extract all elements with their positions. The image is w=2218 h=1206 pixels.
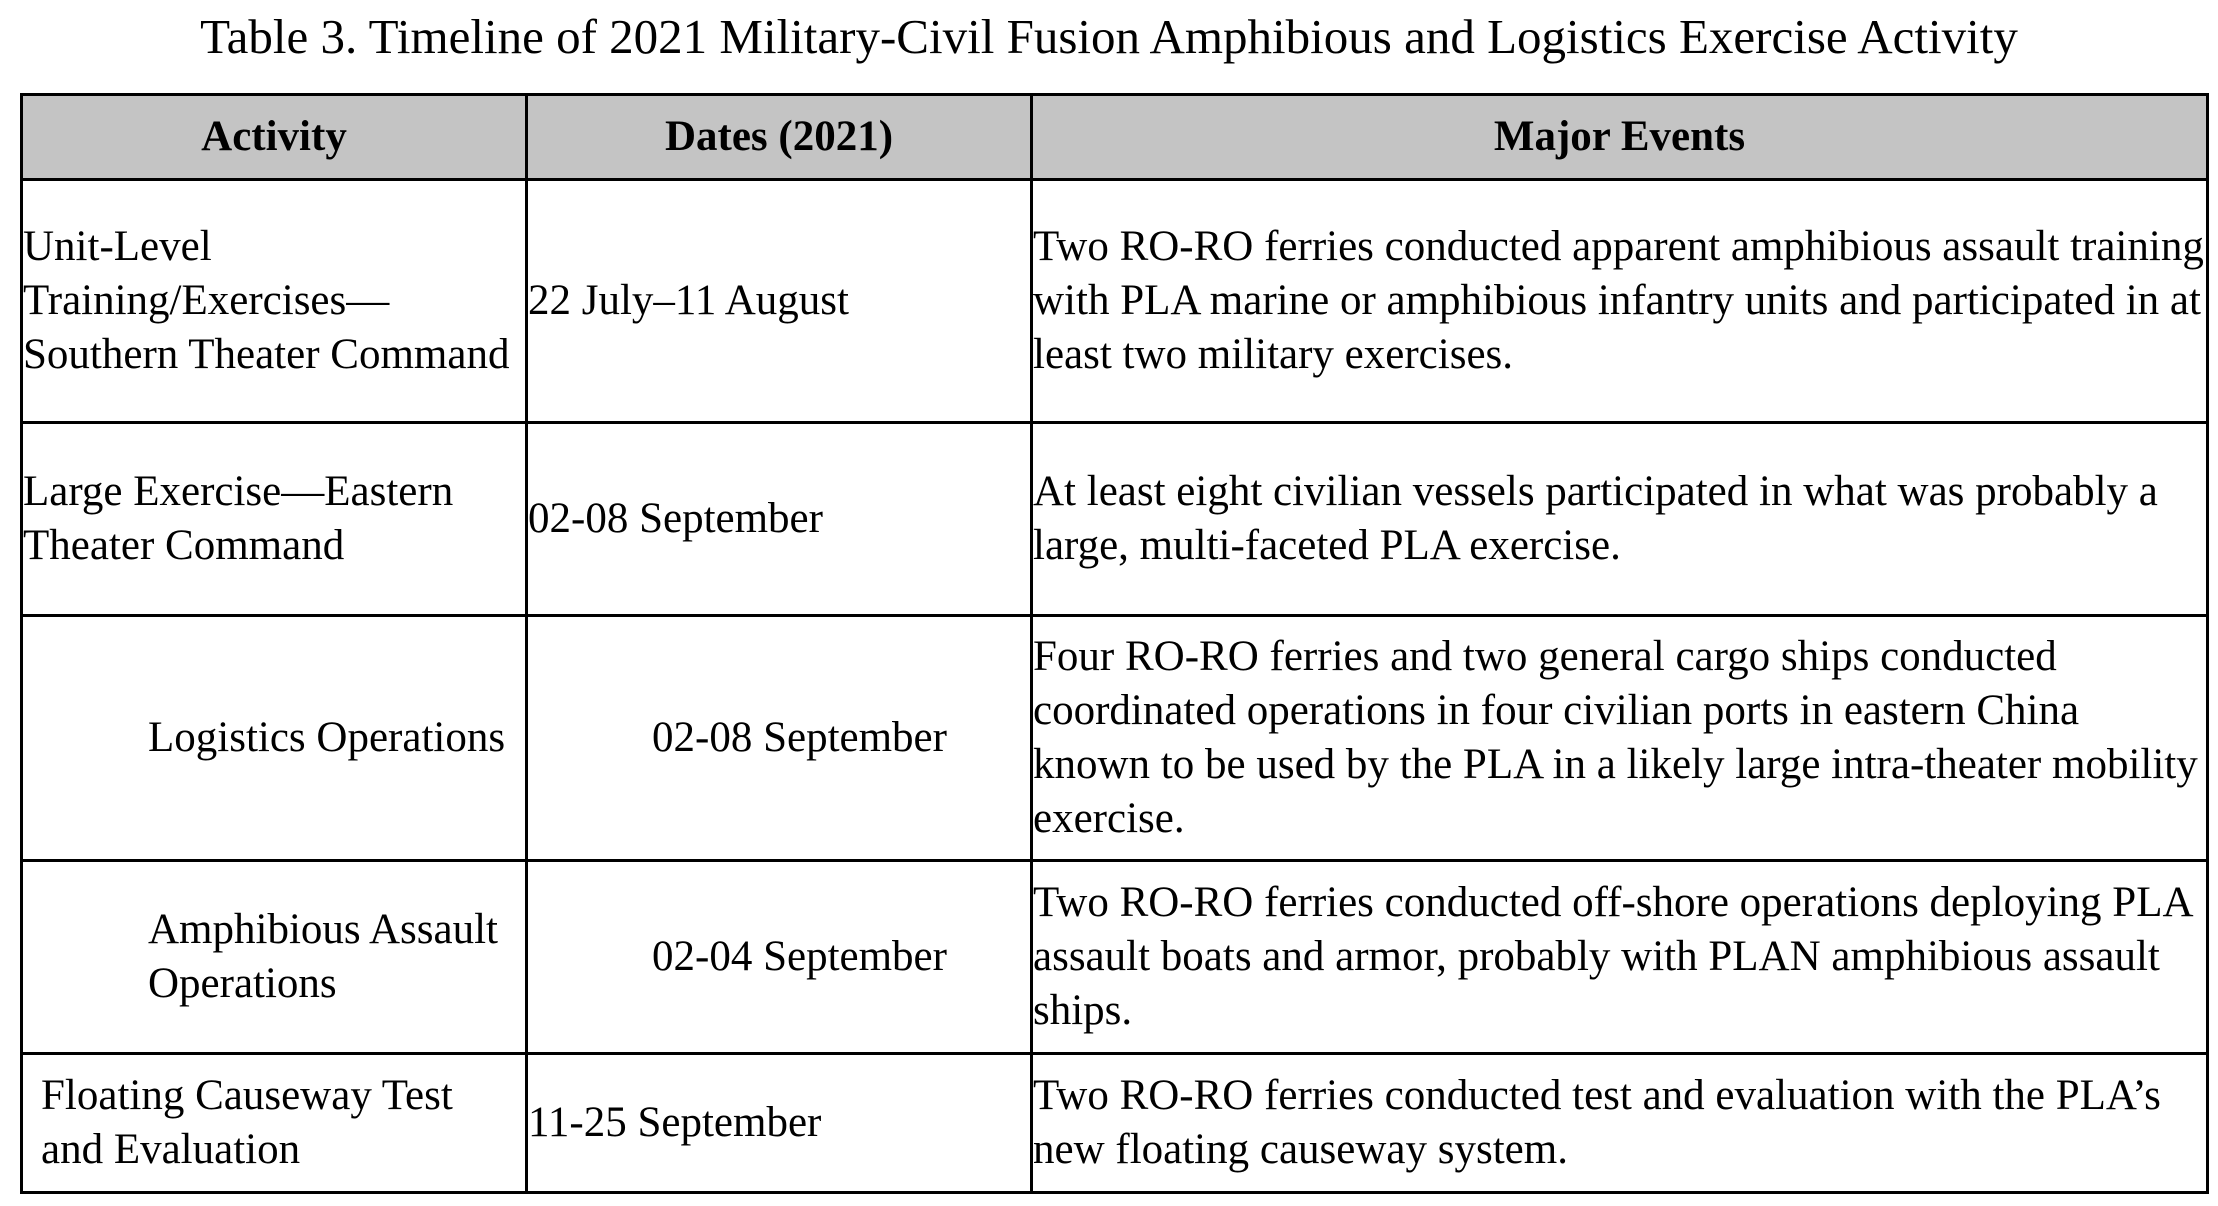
dates-cell: 02-08 September (527, 616, 1032, 861)
activity-cell: Logistics Operations (22, 616, 527, 861)
header-dates: Dates (2021) (527, 95, 1032, 180)
table-row (22, 423, 2208, 616)
dates-cell: 11-25 September (527, 1054, 1032, 1193)
events-cell: Two RO-RO ferries conducted apparent amphibious assault training with PLA marine or amphibious infantry units and participated in at least two military exercises. (1032, 180, 2208, 423)
activity-cell: Floating Causeway Test and Evaluation (22, 1054, 527, 1193)
table-row (22, 616, 2208, 861)
events-cell: Two RO-RO ferries conducted test and evaluation with the PLA’s new floating causeway system. (1032, 1054, 2208, 1193)
events-cell: Four RO-RO ferries and two general cargo ships conducted coordinated operations in four civilian ports in eastern China known to be used by the PLA in a likely large intra-theater mobility exercise. (1032, 616, 2208, 861)
dates-cell: 02-04 September (527, 861, 1032, 1054)
activity-cell: Amphibious Assault Operations (22, 861, 527, 1054)
events-cell: Two RO-RO ferries conducted off-shore operations deploying PLA assault boats and armor, probably with PLAN amphibious assault ships. (1032, 861, 2208, 1054)
timeline-table (20, 93, 2209, 1194)
dates-cell: 22 July–11 August (527, 180, 1032, 423)
table-row (22, 861, 2208, 1054)
header-major-events: Major Events (1032, 95, 2208, 180)
table-row (22, 180, 2208, 423)
table-caption: Table 3. Timeline of 2021 Military-Civil Fusion Amphibious and Logistics Exercise Activity (200, 9, 2018, 64)
activity-cell: Unit-Level Training/Exercises—Southern Theater Command (22, 180, 527, 423)
table-header-row (22, 95, 2208, 180)
activity-cell: Large Exercise—Eastern Theater Command (22, 423, 527, 616)
header-activity: Activity (22, 95, 527, 180)
table-row (22, 1054, 2208, 1193)
dates-cell: 02-08 September (527, 423, 1032, 616)
events-cell: At least eight civilian vessels participated in what was probably a large, multi-faceted PLA exercise. (1032, 423, 2208, 616)
